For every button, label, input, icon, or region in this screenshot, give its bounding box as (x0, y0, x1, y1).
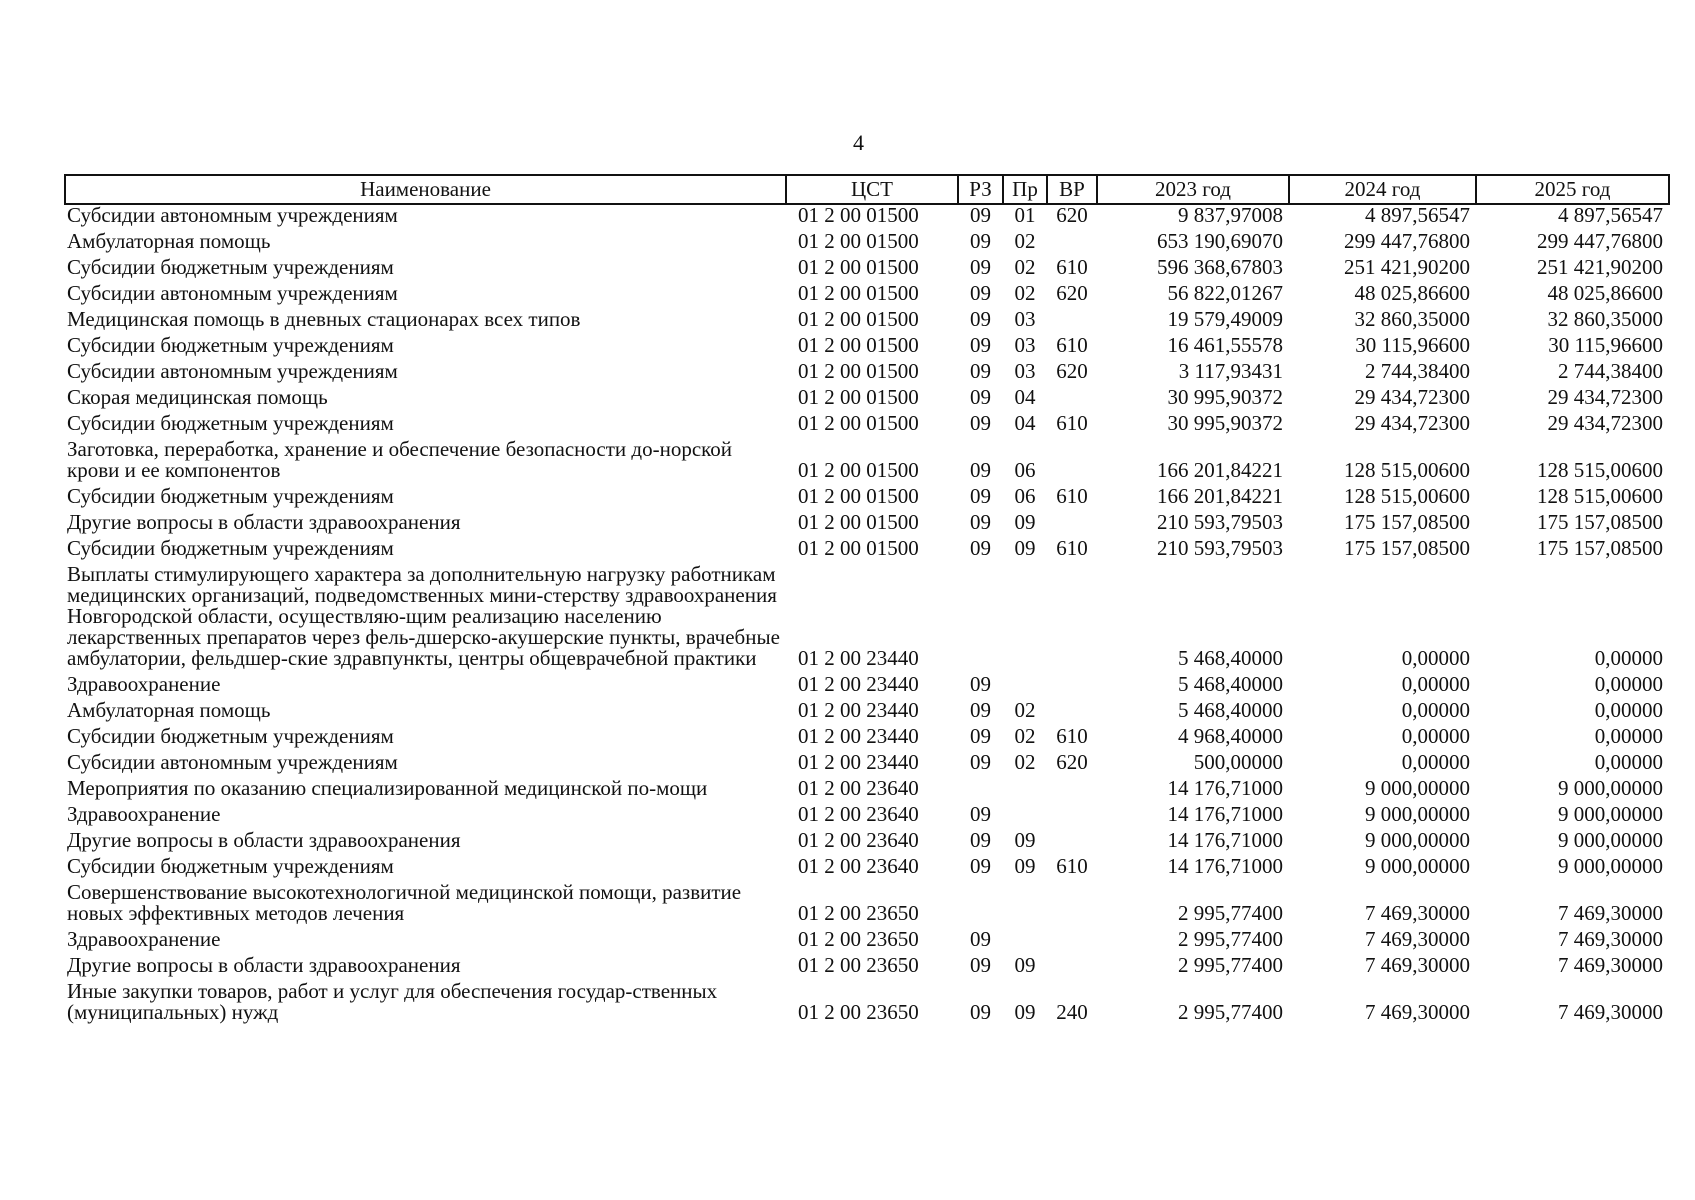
table-row (65, 851, 1669, 877)
cell-vr: 610 (1056, 854, 1088, 878)
cell-name: Здравоохранение (67, 672, 221, 696)
table-row (65, 924, 1669, 950)
cell-name: Субсидии бюджетным учреждениям (67, 724, 394, 748)
cell-2025: 128 515,00600 (1537, 484, 1663, 508)
table-body (65, 204, 1669, 1023)
cell-2025: 48 025,86600 (1547, 281, 1663, 305)
cell-pr: 03 (1014, 359, 1036, 383)
cell-2024: 128 515,00600 (1344, 484, 1470, 508)
cell-2025: 251 421,90200 (1537, 255, 1663, 279)
cell-name: Заготовка, переработка, хранение и обеспечение безопасности до-норской крови и ее компонентов (67, 437, 733, 482)
cell-2023: 56 822,01267 (1167, 281, 1283, 305)
table-row (65, 559, 1669, 669)
cell-cst: 01 2 00 23440 (798, 672, 919, 696)
cell-cst: 01 2 00 23640 (798, 802, 919, 826)
cell-rz: 09 (970, 927, 991, 951)
table-row (65, 976, 1669, 1023)
cell-2025: 32 860,35000 (1547, 307, 1663, 331)
cell-2023: 500,00000 (1193, 750, 1283, 774)
cell-cst: 01 2 00 23440 (798, 646, 919, 670)
cell-cst: 01 2 00 23650 (798, 901, 919, 925)
cell-vr: 610 (1056, 411, 1088, 435)
cell-2023: 4 968,40000 (1178, 724, 1283, 748)
cell-name: Субсидии автономным учреждениям (67, 359, 398, 383)
cell-name: Скорая медицинская помощь (67, 385, 328, 409)
cell-pr: 02 (1014, 724, 1036, 748)
header-2024: 2024 год (1289, 175, 1476, 204)
header-name: Наименование (65, 175, 786, 204)
cell-2025: 7 469,30000 (1558, 901, 1663, 925)
cell-vr (1047, 304, 1097, 330)
cell-cst: 01 2 00 23440 (798, 750, 919, 774)
cell-vr (1047, 695, 1097, 721)
cell-vr (1047, 434, 1097, 481)
cell-name: Субсидии бюджетным учреждениям (67, 536, 394, 560)
cell-rz: 09 (970, 724, 991, 748)
cell-vr: 610 (1056, 255, 1088, 279)
header-vr: ВР (1047, 175, 1097, 204)
cell-name: Субсидии автономным учреждениям (67, 750, 398, 774)
table-row (65, 252, 1669, 278)
cell-rz: 09 (970, 359, 991, 383)
cell-rz: 09 (970, 802, 991, 826)
table-row (65, 825, 1669, 851)
cell-cst: 01 2 00 01500 (798, 484, 919, 508)
cell-rz (958, 559, 1003, 669)
cell-2024: 7 469,30000 (1365, 953, 1470, 977)
cell-vr: 620 (1056, 281, 1088, 305)
table-row (65, 877, 1669, 924)
cell-vr: 610 (1056, 724, 1088, 748)
cell-vr: 620 (1056, 203, 1088, 227)
header-2023: 2023 год (1097, 175, 1289, 204)
cell-rz: 09 (970, 255, 991, 279)
cell-rz: 09 (970, 750, 991, 774)
cell-vr (1047, 825, 1097, 851)
cell-2024: 251 421,90200 (1344, 255, 1470, 279)
cell-rz: 09 (970, 484, 991, 508)
cell-2023: 166 201,84221 (1157, 484, 1283, 508)
cell-vr (1047, 773, 1097, 799)
cell-vr: 240 (1056, 1000, 1088, 1024)
cell-cst: 01 2 00 01500 (798, 203, 919, 227)
cell-name: Совершенствование высокотехнологичной медицинской помощи, развитие новых эффективных методов лечения (67, 880, 742, 925)
cell-pr: 04 (1014, 385, 1036, 409)
cell-vr: 610 (1056, 484, 1088, 508)
table-row (65, 278, 1669, 304)
cell-name: Здравоохранение (67, 927, 221, 951)
cell-rz: 09 (970, 203, 991, 227)
cell-cst: 01 2 00 23640 (798, 828, 919, 852)
cell-2025: 0,00000 (1594, 724, 1663, 748)
table-row (65, 481, 1669, 507)
cell-vr (1047, 382, 1097, 408)
cell-2024: 128 515,00600 (1344, 458, 1470, 482)
cell-vr (1047, 924, 1097, 950)
cell-2023: 9 837,97008 (1178, 203, 1283, 227)
cell-pr: 02 (1014, 229, 1036, 253)
cell-2023: 14 176,71000 (1167, 776, 1283, 800)
cell-2025: 9 000,00000 (1558, 776, 1663, 800)
cell-pr: 02 (1014, 255, 1036, 279)
table-row (65, 226, 1669, 252)
cell-rz: 09 (970, 333, 991, 357)
cell-2024: 299 447,76800 (1344, 229, 1470, 253)
cell-cst: 01 2 00 01500 (798, 385, 919, 409)
cell-vr (1047, 507, 1097, 533)
table-row (65, 382, 1669, 408)
cell-cst: 01 2 00 01500 (798, 307, 919, 331)
cell-vr (1047, 950, 1097, 976)
cell-rz: 09 (970, 672, 991, 696)
cell-2023: 30 995,90372 (1167, 385, 1283, 409)
cell-vr: 620 (1056, 750, 1088, 774)
cell-2024: 9 000,00000 (1365, 828, 1470, 852)
cell-name: Субсидии бюджетным учреждениям (67, 854, 394, 878)
cell-name: Субсидии бюджетным учреждениям (67, 255, 394, 279)
cell-name: Амбулаторная помощь (67, 229, 271, 253)
cell-2024: 7 469,30000 (1365, 927, 1470, 951)
cell-pr: 09 (1014, 854, 1036, 878)
cell-cst: 01 2 00 23640 (798, 776, 919, 800)
cell-cst: 01 2 00 01500 (798, 281, 919, 305)
table-row (65, 408, 1669, 434)
cell-cst: 01 2 00 01500 (798, 229, 919, 253)
cell-pr (1003, 877, 1047, 924)
cell-2023: 5 468,40000 (1178, 698, 1283, 722)
cell-2023: 596 368,67803 (1157, 255, 1283, 279)
cell-2025: 175 157,08500 (1537, 510, 1663, 534)
cell-rz (958, 877, 1003, 924)
cell-pr (1003, 773, 1047, 799)
cell-name: Другие вопросы в области здравоохранения (67, 953, 461, 977)
cell-pr: 03 (1014, 307, 1036, 331)
cell-vr (1047, 877, 1097, 924)
cell-2023: 19 579,49009 (1167, 307, 1283, 331)
cell-2025: 9 000,00000 (1558, 828, 1663, 852)
cell-vr: 610 (1056, 536, 1088, 560)
cell-name: Субсидии бюджетным учреждениям (67, 484, 394, 508)
table-row (65, 799, 1669, 825)
cell-name: Субсидии автономным учреждениям (67, 281, 398, 305)
cell-name: Амбулаторная помощь (67, 698, 271, 722)
cell-2025: 0,00000 (1594, 750, 1663, 774)
cell-cst: 01 2 00 23440 (798, 724, 919, 748)
cell-pr: 03 (1014, 333, 1036, 357)
header-2025: 2025 год (1476, 175, 1669, 204)
cell-pr: 06 (1014, 458, 1036, 482)
cell-rz: 09 (970, 953, 991, 977)
cell-2025: 7 469,30000 (1558, 1000, 1663, 1024)
cell-name: Медицинская помощь в дневных стационарах всех типов (67, 307, 581, 331)
cell-cst: 01 2 00 01500 (798, 536, 919, 560)
cell-2024: 0,00000 (1401, 724, 1470, 748)
header-rz: РЗ (958, 175, 1003, 204)
cell-2024: 175 157,08500 (1344, 510, 1470, 534)
table-row (65, 950, 1669, 976)
cell-name: Иные закупки товаров, работ и услуг для обеспечения государ-ственных (муниципальных) нужд (67, 979, 718, 1024)
cell-2024: 29 434,72300 (1354, 411, 1470, 435)
cell-rz: 09 (970, 307, 991, 331)
cell-2025: 0,00000 (1594, 698, 1663, 722)
cell-vr (1047, 669, 1097, 695)
cell-name: Мероприятия по оказанию специализированной медицинской по-мощи (67, 776, 708, 800)
cell-2025: 7 469,30000 (1558, 953, 1663, 977)
cell-pr (1003, 669, 1047, 695)
cell-2025: 175 157,08500 (1537, 536, 1663, 560)
cell-2023: 30 995,90372 (1167, 411, 1283, 435)
cell-rz: 09 (970, 1000, 991, 1024)
cell-2024: 0,00000 (1401, 646, 1470, 670)
header-pr: Пр (1003, 175, 1047, 204)
cell-name: Субсидии автономным учреждениям (67, 203, 398, 227)
cell-pr: 06 (1014, 484, 1036, 508)
table-row (65, 747, 1669, 773)
cell-2024: 29 434,72300 (1354, 385, 1470, 409)
cell-2025: 29 434,72300 (1547, 411, 1663, 435)
cell-vr: 610 (1056, 333, 1088, 357)
cell-2023: 14 176,71000 (1167, 802, 1283, 826)
cell-pr (1003, 799, 1047, 825)
table-row (65, 721, 1669, 747)
cell-pr: 09 (1014, 953, 1036, 977)
cell-pr: 02 (1014, 281, 1036, 305)
cell-pr: 02 (1014, 750, 1036, 774)
cell-2024: 48 025,86600 (1354, 281, 1470, 305)
cell-2023: 16 461,55578 (1167, 333, 1283, 357)
cell-2024: 4 897,56547 (1365, 203, 1470, 227)
cell-cst: 01 2 00 01500 (798, 333, 919, 357)
cell-vr: 620 (1056, 359, 1088, 383)
table-row (65, 669, 1669, 695)
cell-rz: 09 (970, 510, 991, 534)
cell-2025: 2 744,38400 (1558, 359, 1663, 383)
cell-2023: 2 995,77400 (1178, 953, 1283, 977)
table-row (65, 507, 1669, 533)
cell-rz: 09 (970, 698, 991, 722)
cell-pr: 09 (1014, 1000, 1036, 1024)
cell-2023: 14 176,71000 (1167, 854, 1283, 878)
cell-2023: 210 593,79503 (1157, 510, 1283, 534)
cell-2023: 3 117,93431 (1178, 359, 1283, 383)
cell-name: Другие вопросы в области здравоохранения (67, 510, 461, 534)
cell-cst: 01 2 00 01500 (798, 510, 919, 534)
cell-2023: 653 190,69070 (1157, 229, 1283, 253)
cell-cst: 01 2 00 23640 (798, 854, 919, 878)
cell-rz: 09 (970, 229, 991, 253)
cell-2024: 32 860,35000 (1354, 307, 1470, 331)
cell-2025: 4 897,56547 (1558, 203, 1663, 227)
table-row (65, 330, 1669, 356)
cell-pr (1003, 924, 1047, 950)
cell-vr (1047, 226, 1097, 252)
table-row (65, 695, 1669, 721)
cell-2023: 166 201,84221 (1157, 458, 1283, 482)
cell-2025: 29 434,72300 (1547, 385, 1663, 409)
cell-2023: 5 468,40000 (1178, 646, 1283, 670)
cell-cst: 01 2 00 01500 (798, 359, 919, 383)
cell-rz: 09 (970, 854, 991, 878)
cell-cst: 01 2 00 23650 (798, 927, 919, 951)
cell-2023: 2 995,77400 (1178, 927, 1283, 951)
header-row (65, 175, 1669, 204)
cell-rz: 09 (970, 411, 991, 435)
cell-rz: 09 (970, 281, 991, 305)
budget-table (64, 174, 1670, 1023)
cell-2024: 175 157,08500 (1344, 536, 1470, 560)
cell-pr: 09 (1014, 510, 1036, 534)
cell-rz: 09 (970, 828, 991, 852)
header-cst: ЦСТ (786, 175, 958, 204)
cell-2023: 2 995,77400 (1178, 1000, 1283, 1024)
cell-2024: 7 469,30000 (1365, 1000, 1470, 1024)
cell-pr: 04 (1014, 411, 1036, 435)
cell-2024: 0,00000 (1401, 672, 1470, 696)
cell-2024: 0,00000 (1401, 698, 1470, 722)
cell-name: Здравоохранение (67, 802, 221, 826)
cell-2025: 9 000,00000 (1558, 854, 1663, 878)
table-row (65, 204, 1669, 226)
cell-name: Другие вопросы в области здравоохранения (67, 828, 461, 852)
cell-2025: 128 515,00600 (1537, 458, 1663, 482)
cell-name: Субсидии бюджетным учреждениям (67, 411, 394, 435)
cell-2023: 14 176,71000 (1167, 828, 1283, 852)
table-header (65, 175, 1669, 204)
cell-2024: 2 744,38400 (1365, 359, 1470, 383)
cell-pr: 09 (1014, 536, 1036, 560)
cell-cst: 01 2 00 01500 (798, 255, 919, 279)
table-row (65, 533, 1669, 559)
cell-rz: 09 (970, 536, 991, 560)
cell-cst: 01 2 00 23440 (798, 698, 919, 722)
cell-pr (1003, 559, 1047, 669)
cell-rz: 09 (970, 458, 991, 482)
cell-2024: 30 115,96600 (1355, 333, 1470, 357)
cell-2025: 7 469,30000 (1558, 927, 1663, 951)
table-row (65, 304, 1669, 330)
cell-cst: 01 2 00 23650 (798, 1000, 919, 1024)
cell-2025: 9 000,00000 (1558, 802, 1663, 826)
cell-2025: 299 447,76800 (1537, 229, 1663, 253)
cell-rz (958, 773, 1003, 799)
cell-rz: 09 (970, 385, 991, 409)
cell-2024: 9 000,00000 (1365, 854, 1470, 878)
cell-2023: 210 593,79503 (1157, 536, 1283, 560)
cell-2023: 2 995,77400 (1178, 901, 1283, 925)
cell-2024: 9 000,00000 (1365, 776, 1470, 800)
cell-2023: 5 468,40000 (1178, 672, 1283, 696)
cell-vr (1047, 559, 1097, 669)
cell-name: Выплаты стимулирующего характера за дополнительную нагрузку работникам медицинских организаций, подведомственных мини-стерству здравоохранения Новгородской области, осуществляю-щим реализацию населению лекарственных препаратов через фель-дшерско-акушерские пункты, врачебные амбулатории, фельдшер-ские здравпункты, центры общеврачебной практики (67, 562, 780, 670)
page-number: 4 (853, 130, 864, 155)
cell-pr: 01 (1014, 203, 1036, 227)
cell-cst: 01 2 00 23650 (798, 953, 919, 977)
cell-vr (1047, 799, 1097, 825)
cell-2025: 0,00000 (1594, 672, 1663, 696)
cell-cst: 01 2 00 01500 (798, 458, 919, 482)
cell-cst: 01 2 00 01500 (798, 411, 919, 435)
cell-2025: 0,00000 (1594, 646, 1663, 670)
table-row (65, 434, 1669, 481)
cell-pr: 02 (1014, 698, 1036, 722)
cell-pr: 09 (1014, 828, 1036, 852)
cell-name: Субсидии бюджетным учреждениям (67, 333, 394, 357)
table-row (65, 356, 1669, 382)
table-row (65, 773, 1669, 799)
cell-2025: 30 115,96600 (1548, 333, 1663, 357)
cell-2024: 0,00000 (1401, 750, 1470, 774)
cell-2024: 9 000,00000 (1365, 802, 1470, 826)
cell-2024: 7 469,30000 (1365, 901, 1470, 925)
